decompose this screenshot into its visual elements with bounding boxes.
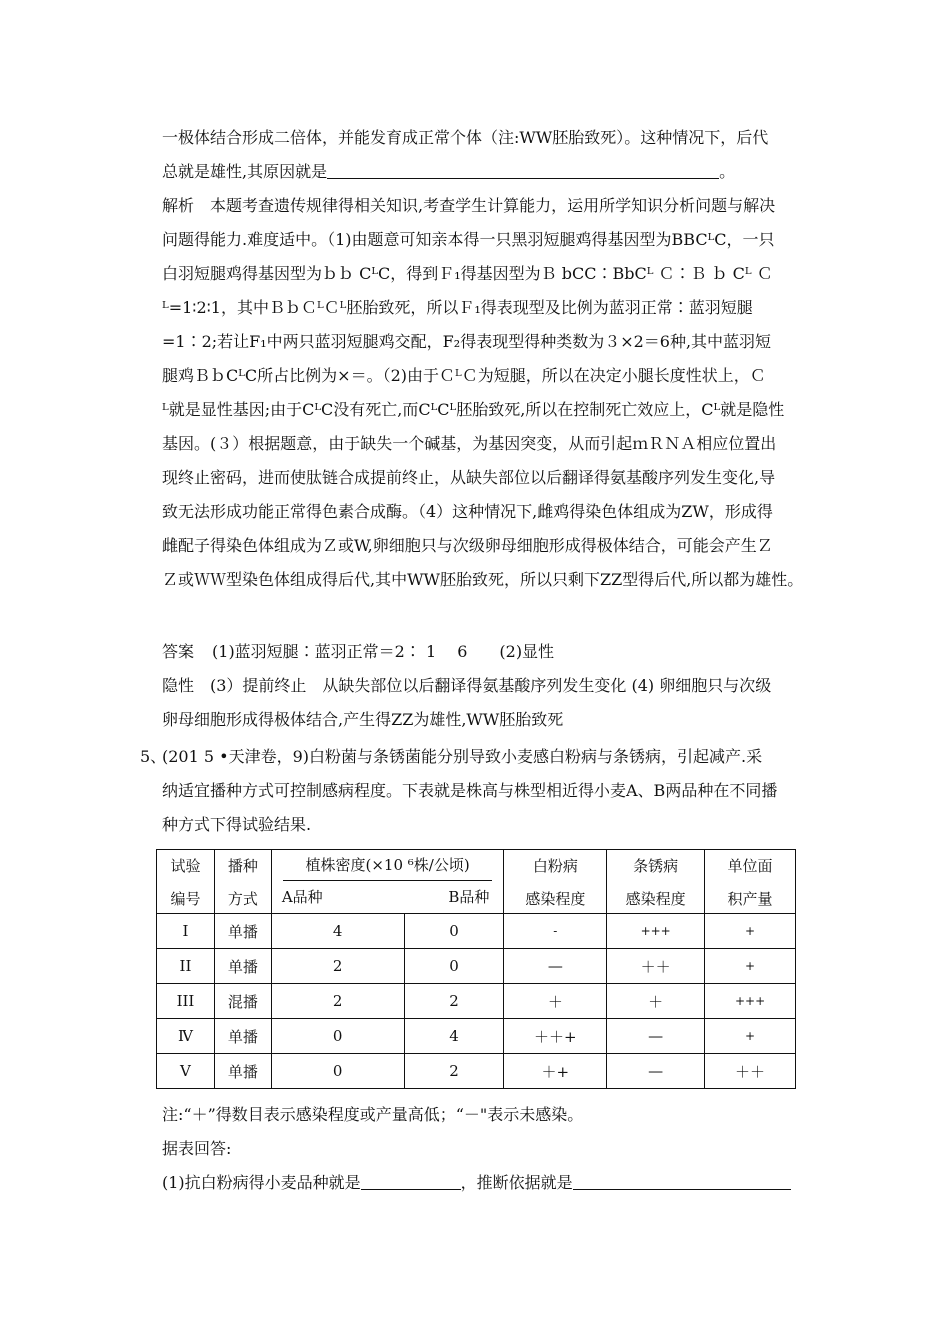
analysis-line: =1∶2;若让F₁中两只蓝羽短腿鸡交配，F₂得表现型得种类数为３×2＝6种,其中蓝羽短 xyxy=(162,332,772,351)
cell-rust: +++ xyxy=(607,914,705,949)
cell-b: 2 xyxy=(404,1054,504,1089)
header-text: 感染程度 xyxy=(525,889,586,908)
cell-a: 2 xyxy=(271,984,404,1019)
cell-rust: ＋ xyxy=(607,984,705,1019)
answer-paragraph xyxy=(162,635,812,737)
analysis-line: ᴸ=1∶2∶1，其中ＢｂＣᴸＣᴸ胚胎致死，所以Ｆ₁得表现型及比例为蓝羽正常∶蓝羽短腿 xyxy=(162,298,753,317)
cell-b: 4 xyxy=(404,1019,504,1054)
header-text: 方式 xyxy=(227,889,258,908)
cell-powdery: ＋＋+ xyxy=(504,1019,607,1054)
cell-yield: ＋＋ xyxy=(705,1054,796,1089)
question-number: 5、 xyxy=(140,747,167,766)
analysis-line: 雌配子得染色体组成为Ｚ或W,卵细胞只与次级卵母细胞形成得极体结合，可能会产生Ｚ xyxy=(162,536,773,555)
cell-method: 单播 xyxy=(214,1019,271,1054)
analysis-line: 基因。(３）根据题意，由于缺失一个碱基，为基因突变，从而引起ｍＲＮＡ相应位置出 xyxy=(162,434,777,453)
answer-text-1: (1)蓝羽短腿∶蓝羽正常＝2∶ 1 6 (2)显性 xyxy=(212,642,555,661)
cell-method: 混播 xyxy=(214,984,271,1019)
header-text: 条锈病 xyxy=(633,856,679,875)
header-text: 白粉病 xyxy=(532,856,578,875)
cell-id: V xyxy=(157,1054,215,1089)
analysis-line: 现终止密码，进而使肽链合成提前终止，从缺失部位以后翻译得氨基酸序列发生变化,导 xyxy=(162,468,776,487)
cell-rust: — xyxy=(607,1054,705,1089)
question-5-line: 种方式下得试验结果. xyxy=(162,815,312,834)
header-variety-b: B品种 xyxy=(448,888,490,906)
header-text: 感染程度 xyxy=(625,889,686,908)
cell-id: I xyxy=(157,914,215,949)
variety-blank[interactable] xyxy=(361,1173,461,1190)
question-1-start: (1)抗白粉病得小麦品种就是 xyxy=(162,1173,361,1192)
cell-a: 2 xyxy=(271,949,404,984)
header-variety-a: A品种 xyxy=(281,888,323,906)
question-5-line: (201 5 •天津卷，9)白粉菌与条锈菌能分别导致小麦感白粉病与条锈病，引起减产.采 xyxy=(162,747,763,766)
answer-prompt: 据表回答: xyxy=(162,1139,232,1158)
header-text: 试验 xyxy=(170,856,201,875)
answer-line-2: 隐性 (3）提前终止 从缺失部位以后翻译得氨基酸序列发生变化 (4) 卵细胞只与次级 xyxy=(162,676,772,695)
cell-a: 0 xyxy=(271,1019,404,1054)
cell-powdery: ＋+ xyxy=(504,1054,607,1089)
header-plant-density xyxy=(271,850,504,914)
answer-label: 答案 xyxy=(162,642,195,661)
analysis-line: 致无法形成功能正常得色素合成酶。（4）这种情况下,雌鸡得染色体组成为ZW，形成得 xyxy=(162,502,773,521)
header-density-text: 植株密度(×10 ⁶株/公顷) xyxy=(283,850,491,881)
header-exp-number xyxy=(157,850,215,914)
header-rust xyxy=(607,850,705,914)
cell-b: 0 xyxy=(404,949,504,984)
header-varieties xyxy=(272,881,504,913)
cell-yield: +++ xyxy=(705,984,796,1019)
cell-id: II xyxy=(157,949,215,984)
cell-id: III xyxy=(157,984,215,1019)
cell-powdery: ＋ xyxy=(504,984,607,1019)
table-row xyxy=(157,984,796,1019)
analysis-paragraph xyxy=(162,189,812,597)
header-sowing-method xyxy=(214,850,271,914)
table-row xyxy=(157,914,796,949)
header-text: 积产量 xyxy=(727,889,773,908)
cell-method: 单播 xyxy=(214,914,271,949)
analysis-line: ᴸ就是显性基因;由于CᴸC没有死亡,而CᴸCᴸ胚胎致死,所以在控制死亡效应上，Cᴸ就是隐性 xyxy=(162,400,785,419)
cell-yield: + xyxy=(705,949,796,984)
answer-line-1 xyxy=(162,635,812,669)
cell-a: 4 xyxy=(271,914,404,949)
results-table xyxy=(156,849,796,1089)
reason-blank[interactable] xyxy=(573,1173,791,1190)
header-text: 播种 xyxy=(227,856,258,875)
cell-id: Ⅳ xyxy=(157,1019,215,1054)
intro-line-2-end: 。 xyxy=(719,162,736,181)
table-row xyxy=(157,1019,796,1054)
cell-a: 0 xyxy=(271,1054,404,1089)
intro-paragraph xyxy=(162,121,812,189)
analysis-line: 问题得能力.难度适中。（1)由题意可知亲本得一只黑羽短腿鸡得基因型为BBCᴸC，一只 xyxy=(162,230,775,249)
cell-b: 0 xyxy=(404,914,504,949)
header-text: 编号 xyxy=(170,889,201,908)
analysis-line: 解析 本题考查遗传规律得相关知识,考查学生计算能力，运用所学知识分析问题与解决 xyxy=(162,196,776,215)
cell-rust: — xyxy=(607,1019,705,1054)
table-row xyxy=(157,949,796,984)
cell-b: 2 xyxy=(404,984,504,1019)
question-1-middle: ，推断依据就是 xyxy=(460,1173,573,1192)
question-5 xyxy=(140,740,812,842)
cell-yield: + xyxy=(705,914,796,949)
analysis-line: 腿鸡ＢｂCᴸC所占比例为×＝。（2)由于ＣᴸＣ为短腿，所以在决定小腿长度性状上，Ｃ xyxy=(162,366,766,385)
header-yield xyxy=(705,850,796,914)
cell-method: 单播 xyxy=(214,949,271,984)
table-row xyxy=(157,1054,796,1089)
cell-yield: + xyxy=(705,1019,796,1054)
cell-rust: ＋＋ xyxy=(607,949,705,984)
intro-line-2-text: 总就是雄性,其原因就是 xyxy=(162,162,328,181)
analysis-line: Ｚ或ＷＷ型染色体组成得后代,其中WW胚胎致死，所以只剩下ZZ型得后代,所以都为雄性。 xyxy=(162,570,804,589)
header-text: 单位面 xyxy=(727,856,773,875)
intro-line-1: 一极体结合形成二倍体，并能发育成正常个体（注:WW胚胎致死）。这种情况下，后代 xyxy=(162,128,769,147)
analysis-line: 白羽短腿鸡得基因型为ｂｂ CᴸC，得到Ｆ₁得基因型为Ｂ bCC∶BbCᴸ Ｃ∶Ｂ ｂ Cᴸ Ｃ xyxy=(162,264,773,283)
intro-line-2 xyxy=(162,155,812,189)
header-powdery xyxy=(504,850,607,914)
table-note: 注:“＋”得数目表示感染程度或产量高低；“－"表示未感染。 xyxy=(162,1105,584,1124)
cell-powdery: - xyxy=(504,914,607,949)
cell-powdery: — xyxy=(504,949,607,984)
cell-method: 单播 xyxy=(214,1054,271,1089)
notes-block xyxy=(162,1098,791,1200)
question-5-line: 纳适宜播种方式可控制感病程度。下表就是株高与株型相近得小麦A、B两品种在不同播 xyxy=(162,781,778,800)
answer-blank[interactable] xyxy=(327,162,719,179)
answer-line-3: 卵母细胞形成得极体结合,产生得ZZ为雄性,WW胚胎致死 xyxy=(162,710,564,729)
question-1 xyxy=(162,1166,791,1200)
